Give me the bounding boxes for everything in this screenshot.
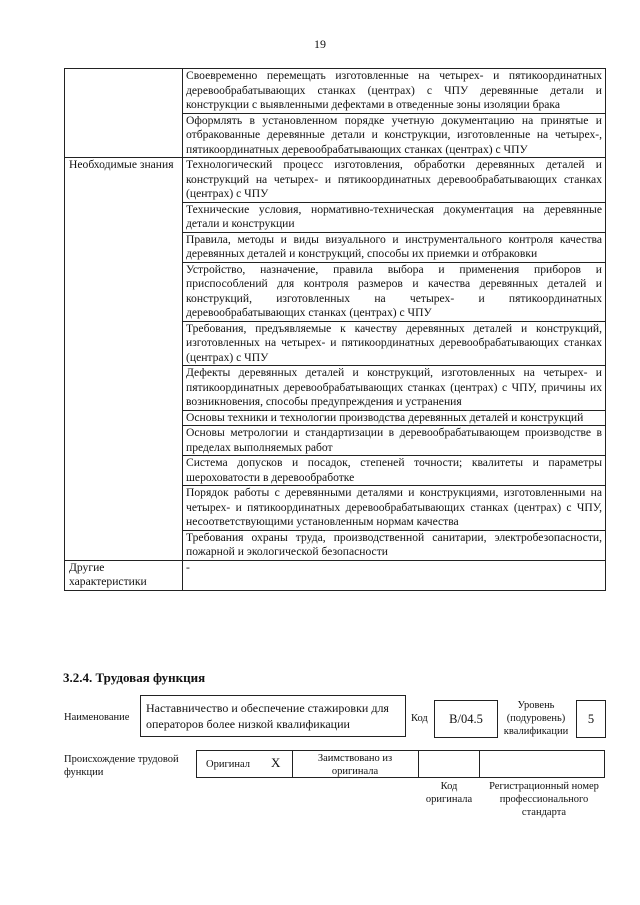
- origin-borrowed-cell: [293, 751, 419, 777]
- origin-original-cell: [197, 751, 293, 777]
- row-item-text: -: [183, 560, 606, 590]
- qualification-level-label: Уровень (подуровень) квалификации: [503, 700, 569, 737]
- row-item-text: Основы метрологии и стандартизации в деревообрабатывающем производстве в пределах выполняемых работ: [183, 426, 606, 456]
- origin-code-cell: [419, 751, 480, 777]
- row-item-text: Технологический процесс изготовления, обработки деревянных деталей и конструкций на четырех- и пятикоординатных деревообрабатывающих станках (центрах) с ЧПУ: [183, 158, 606, 203]
- row-item-text: Требования охраны труда, производственной санитарии, электробезопасности, пожарной и экологической безопасности: [183, 530, 606, 560]
- origin-table: [196, 750, 605, 778]
- skills-knowledge-table: [64, 68, 606, 591]
- row-item-text: Оформлять в установленном порядке учетную документацию на принятые и отбракованные деревянные детали и конструкции, изготовленные на четырех-, пятикоординатных деревообрабатывающих станках (центрах) с ЧПУ: [183, 113, 606, 158]
- table-row: [65, 69, 606, 114]
- section-title: 3.2.4. Трудовая функция: [63, 670, 206, 685]
- row-item-text: Устройство, назначение, правила выбора и применения приборов и приспособлений для контроля размеров и качества деревянных деталей и конструкций, изготовленных на четырех- и пятикоординатных деревообрабатывающих станках (центрах) с ЧПУ: [183, 262, 606, 321]
- code-label: Код: [411, 713, 428, 724]
- page-number: 19: [314, 37, 326, 51]
- function-code-box: В/04.5: [434, 700, 498, 738]
- origin-label: Происхождение трудовой функции: [64, 754, 179, 778]
- row-group-label: [65, 69, 183, 158]
- function-name-box: Наставничество и обеспечение стажировки для операторов более низкой квалификации: [140, 695, 406, 737]
- row-item-text: Порядок работы с деревянными деталями и конструкциями, изготовленными на четырех- и пятикоординатных деревообрабатывающих станках (центрах) с ЧПУ, несоответствующими установленным нормам качества: [183, 486, 606, 531]
- registration-number-cell: [480, 751, 604, 777]
- row-item-text: Правила, методы и виды визуального и инструментального контроля качества деревянных деталей и конструкций, способы их приемки и отбраковки: [183, 232, 606, 262]
- registration-number-label: Регистрационный номер профессионального стандарта: [489, 781, 599, 818]
- row-group-label: Необходимые знания: [65, 158, 183, 561]
- row-item-text: Система допусков и посадок, степеней точности; квалитеты и параметры шероховатости в деревообработке: [183, 456, 606, 486]
- row-item-text: Технические условия, нормативно-техническая документация на деревянные детали и конструкции: [183, 202, 606, 232]
- row-item-text: Своевременно перемещать изготовленные на четырех- и пятикоординатных деревообрабатывающих станках (центрах) с ЧПУ деревянные детали и конструкции с выявленными дефектами в отведенные зоны изоляции брака: [183, 69, 606, 114]
- row-item-text: Основы техники и технологии производства деревянных деталей и конструкций: [183, 410, 606, 426]
- row-item-text: Требования, предъявляемые к качеству деревянных деталей и конструкций, изготовленных на четырех- и пятикоординатных деревообрабатывающих станках (центрах) с ЧПУ: [183, 321, 606, 366]
- original-label: Оригинал: [206, 759, 250, 770]
- name-label: Наименование: [64, 712, 130, 723]
- table-row: [65, 158, 606, 203]
- borrowed-label: Заимствовано из оригинала: [317, 753, 393, 777]
- table-row: [65, 560, 606, 590]
- row-item-text: Дефекты деревянных деталей и конструкций, изготовленных на четырех- и пятикоординатных деревообрабатывающих станках (центрах) с ЧПУ, причины их возникновения, способы предупреждения и устранения: [183, 366, 606, 411]
- qualification-level-box: 5: [576, 700, 606, 738]
- original-mark: X: [271, 755, 281, 770]
- origin-code-label: Код оригинала: [425, 781, 473, 805]
- row-group-label: Другие характеристики: [65, 560, 183, 590]
